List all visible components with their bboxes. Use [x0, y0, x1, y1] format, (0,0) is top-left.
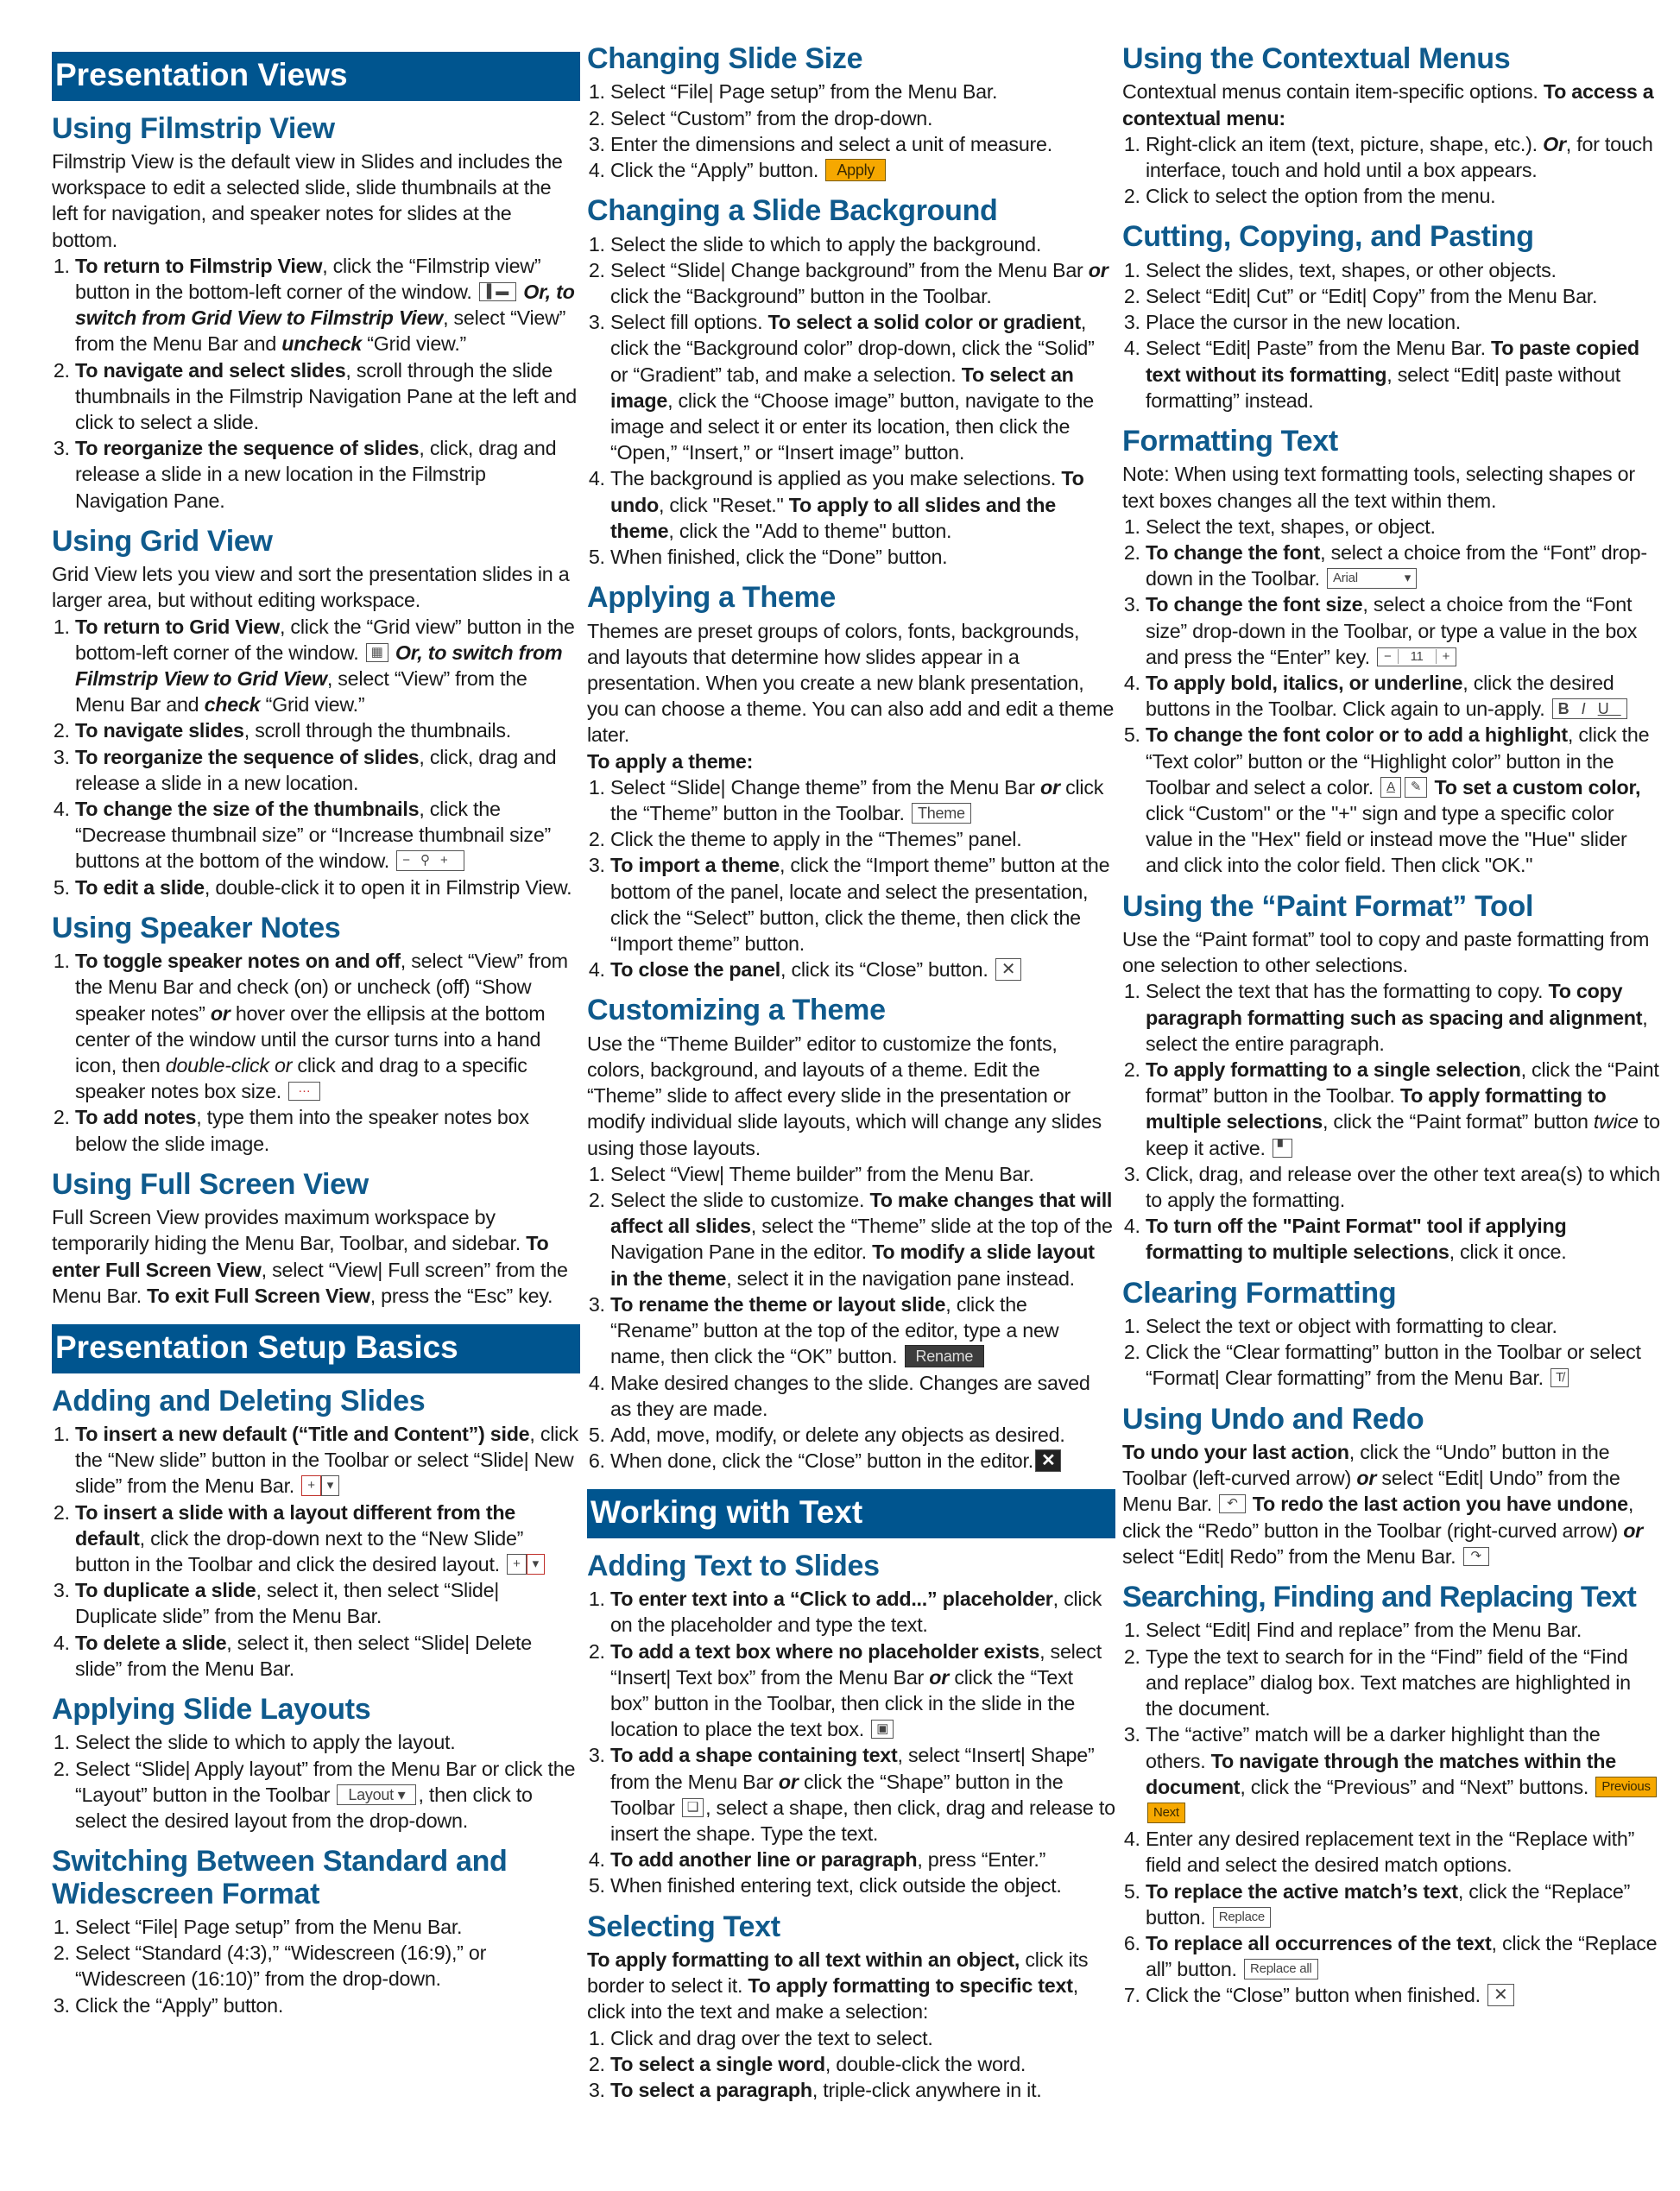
list-item: 1. Select “Slide| Change theme” from the Menu Bar or click the “Theme” button in the Toolbar. Theme: [610, 774, 1115, 826]
list-item: 3. The “active” match will be a darker highlight than the others. To navigate through the matches within the document, click the “Previous” and “Next” buttons. PreviousNext: [1146, 1721, 1663, 1826]
new-slide-dropdown-icon[interactable]: ▾: [527, 1554, 545, 1575]
heading-slide-layouts: Applying Slide Layouts: [52, 1693, 371, 1726]
notes-resize-handle-icon[interactable]: ···: [288, 1082, 319, 1101]
list-item: 4. To close the panel, click its “Close” button. ✕: [610, 957, 1115, 982]
list-item: 3. To rename the theme or layout slide, click the “Rename” button at the top of the editor, type a new name, then click the “OK” button. Rename: [610, 1291, 1115, 1370]
list-item: 4. The background is applied as you make selections. To undo, click "Reset." To apply to all slides and the theme, click the "Add to theme" button.: [610, 465, 1115, 544]
list-item: 4. Enter any desired replacement text in the “Replace with” field and select the desired match options.: [1146, 1826, 1663, 1878]
font-size-stepper[interactable]: [1377, 647, 1456, 666]
heading-standard-widescreen: Switching Between Standard and Widescreen Format: [52, 1845, 508, 1910]
list-item: 3. To duplicate a slide, select it, then select “Slide| Duplicate slide” from the Menu Bar.: [75, 1577, 580, 1629]
list-item: 1. Select the slide to which to apply the background.: [610, 231, 1115, 257]
heading-adding-deleting-slides: Adding and Deleting Slides: [52, 1384, 426, 1418]
list-item: 2. To insert a slide with a layout different from the default, click the drop-down next to the “New Slide” button in the Toolbar and click the desired layout. + ▾: [75, 1500, 580, 1578]
list-item: 1. Right-click an item (text, picture, shape, etc.). Or, for touch interface, touch and hold until a box appears.: [1146, 131, 1663, 183]
theme-intro: Themes are preset groups of colors, fonts, backgrounds, and layouts that determine how slides appear in a presentation. When you create a new blank presentation, you can choose a theme. You can also add and edit a theme later.: [587, 619, 1115, 747]
section-banner-working-with-text: Working with Text: [587, 1489, 1115, 1538]
background-steps: [587, 231, 1115, 571]
list-item: 4. To add another line or paragraph, press “Enter.”: [610, 1847, 1115, 1872]
custom-steps: [587, 1161, 1115, 1474]
list-item: 2. Select “Slide| Change background” from the Menu Bar or click the “Background” button in the Toolbar.: [610, 257, 1115, 309]
list-item: 5. Add, move, modify, or delete any objects as desired.: [610, 1422, 1115, 1448]
thumbnail-zoom-control[interactable]: [396, 850, 464, 871]
list-item: 2. To change the font, select a choice from the “Font” drop-down in the Toolbar. Arial ▾: [1146, 540, 1663, 591]
column-2: [587, 43, 1115, 2103]
context-intro: Contextual menus contain item-specific options. To access a contextual menu:: [1122, 80, 1654, 129]
heading-undo-redo: Using Undo and Redo: [1122, 1402, 1424, 1436]
list-item: 2. Select “Standard (4:3),” “Widescreen (16:9),” or “Widescreen (16:10)” from the drop-down.: [75, 1940, 580, 1992]
cut-steps: [1122, 257, 1663, 414]
heading-adding-text: Adding Text to Slides: [587, 1549, 880, 1582]
list-item: 4. To change the size of the thumbnails, click the “Decrease thumbnail size” or “Increase thumbnail size” buttons at the bottom of the window. −⚲+: [75, 796, 580, 875]
list-item: 2. To navigate and select slides, scroll through the slide thumbnails in the Filmstrip Navigation Pane at the left and click to select a slide.: [75, 357, 580, 436]
list-item: 4. To turn off the "Paint Format" tool if applying formatting to multiple selections, click it once.: [1146, 1213, 1663, 1265]
layout-button[interactable]: Layout ▾: [337, 1784, 416, 1805]
theme-steps: [587, 774, 1115, 983]
filmstrip-intro: Filmstrip View is the default view in Slides and includes the workspace to edit a selected slide, slide thumbnails at the left for navigation, and speaker notes for slides at the bottom.: [52, 149, 563, 251]
new-slide-plus-icon[interactable]: +: [507, 1554, 527, 1575]
list-item: 3. To reorganize the sequence of slides, click, drag and release a slide in a new location.: [75, 744, 580, 796]
column-3: [1122, 43, 1663, 2009]
heading-customizing-theme: Customizing a Theme: [587, 994, 886, 1027]
bold-icon[interactable]: B: [1557, 700, 1582, 718]
chevron-down-icon: ▾: [1404, 571, 1412, 586]
list-item: 1. Select the text or object with formatting to clear.: [1146, 1313, 1663, 1339]
next-button[interactable]: Next: [1147, 1803, 1185, 1823]
new-slide-split-button: [507, 1554, 545, 1575]
list-item: 4. Click the “Apply” button. Apply: [610, 157, 1115, 183]
list-item: 1. To return to Filmstrip View, click the “Filmstrip view” button in the bottom-left corner of the window. ▌▬ Or, to switch from Grid View to Filmstrip View, select “View” from the Menu Bar and uncheck “Grid view.”: [75, 253, 580, 357]
list-item: 2. Select “Edit| Cut” or “Edit| Copy” from the Menu Bar.: [1146, 283, 1663, 309]
decrease-icon[interactable]: −: [1378, 649, 1399, 664]
list-item: 3. Click the “Apply” button.: [75, 1992, 580, 2018]
list-item: 2. Select “Custom” from the drop-down.: [610, 105, 1115, 131]
search-steps: [1122, 1617, 1663, 2008]
rename-button[interactable]: Rename: [905, 1345, 985, 1367]
list-item: 4. Make desired changes to the slide. Changes are saved as they are made.: [610, 1370, 1115, 1422]
list-item: 1. To insert a new default (“Title and Content”) side, click the “New slide” button in the Toolbar or select “Slide| New slide” from the Menu Bar. + ▾: [75, 1421, 580, 1500]
list-item: 3. To select a paragraph, triple-click anywhere in it.: [610, 2077, 1115, 2103]
addtext-steps: [587, 1586, 1115, 1898]
list-item: 5. To edit a slide, double-click it to open it in Filmstrip View.: [75, 875, 580, 900]
layouts-steps: [52, 1729, 580, 1834]
redo-icon[interactable]: ↷: [1463, 1547, 1489, 1566]
magnifier-icon: ⚲: [420, 853, 440, 868]
list-item: 3. Place the cursor in the new location.: [1146, 309, 1663, 335]
heading-clearing-formatting: Clearing Formatting: [1122, 1276, 1397, 1310]
filmstrip-view-icon[interactable]: ▌▬: [479, 282, 516, 301]
list-item: 3. Click, drag, and release over the other text area(s) to which to apply the formatting.: [1146, 1161, 1663, 1213]
previous-button[interactable]: Previous: [1595, 1777, 1656, 1797]
list-item: 1. Select “Edit| Find and replace” from the Menu Bar.: [1146, 1617, 1663, 1643]
list-item: 2. Click to select the option from the menu.: [1146, 183, 1663, 209]
list-item: 1. Select the slide to which to apply the layout.: [75, 1729, 580, 1755]
replace-button[interactable]: Replace: [1213, 1907, 1271, 1928]
list-item: 6. To replace all occurrences of the text, click the “Replace all” button. Replace all: [1146, 1930, 1663, 1982]
text-box-icon[interactable]: ▣: [871, 1720, 894, 1739]
font-size-value[interactable]: 11: [1410, 648, 1424, 664]
heading-full-screen-view: Using Full Screen View: [52, 1167, 369, 1201]
list-item: 2. Click the theme to apply in the “Themes” panel.: [610, 826, 1115, 852]
new-slide-split-button: [301, 1475, 339, 1496]
select-intro: To apply formatting to all text within an object, click its border to select it. To apply formatting to specific text, click into the text and make a selection:: [587, 1948, 1089, 2024]
replace-all-button[interactable]: Replace all: [1244, 1959, 1317, 1979]
font-dropdown[interactable]: Arial ▾: [1327, 568, 1417, 589]
heading-paint-format: Using the “Paint Format” Tool: [1122, 889, 1534, 923]
list-item: 2. To navigate slides, scroll through the thumbnails.: [75, 717, 580, 743]
list-item: 5. When finished, click the “Done” button.: [610, 544, 1115, 570]
fullscreen-text: Full Screen View provides maximum workspace by temporarily hiding the Menu Bar, Toolbar, and sidebar. To enter Full Screen View, select “View| Full screen” from the Menu Bar. To exit Full Screen View, press the “Esc” key.: [52, 1206, 568, 1307]
column-1: [52, 41, 580, 2018]
paint-steps: [1122, 978, 1663, 1265]
list-item: 2. Select “Slide| Apply layout” from the Menu Bar or click the “Layout” button in the Toolbar Layout ▾ , then click to select the desired layout from the drop-down.: [75, 1756, 580, 1834]
list-item: 4. Select “Edit| Paste” from the Menu Bar. To paste copied text without its formatting, select “Edit| paste without formatting” instead.: [1146, 335, 1663, 414]
close-icon[interactable]: ✕: [995, 958, 1022, 981]
format-steps: [1122, 514, 1663, 879]
list-item: 3. Select fill options. To select a solid color or gradient, click the “Background color” drop-down, click the “Solid” or “Gradient” tab, and make a selection. To select an image, click the “Choose image” button, navigate to the image and select it or enter its location, then click the “Open,” “Insert,” or “Insert image” button.: [610, 309, 1115, 465]
bold-italic-underline-group: [1552, 698, 1627, 719]
list-item: 5. To replace the active match’s text, click the “Replace” button. Replace: [1146, 1878, 1663, 1930]
section-banner-setup-basics: Presentation Setup Basics: [52, 1324, 580, 1373]
highlight-color-icon[interactable]: ✎: [1405, 777, 1427, 798]
apply-button[interactable]: Apply: [825, 159, 886, 181]
heading-slide-size: Changing Slide Size: [587, 42, 863, 75]
list-item: 1. Select “File| Page setup” from the Menu Bar.: [610, 79, 1115, 104]
speaker-steps: [52, 948, 580, 1157]
list-item: 1. Click and drag over the text to select.: [610, 2025, 1115, 2051]
heading-selecting-text: Selecting Text: [587, 1910, 780, 1943]
clear-steps: [1122, 1313, 1663, 1392]
adding-steps: [52, 1421, 580, 1682]
text-color-icon[interactable]: A: [1380, 777, 1401, 798]
heading-applying-theme: Applying a Theme: [587, 581, 837, 615]
clear-formatting-icon[interactable]: T̸: [1551, 1368, 1569, 1387]
list-item: 3. To import a theme, click the “Import theme” button at the bottom of the panel, locate and select the presentation, click the “Select” button, click the theme, then click the “Import theme” button.: [610, 852, 1115, 957]
list-item: 2. To add a text box where no placeholder exists, select “Insert| Text box” from the Menu Bar or click the “Text box” button in the Toolbar, then click in the slide in the location to place the text box. ▣: [610, 1639, 1115, 1743]
list-item: 1. To toggle speaker notes on and off, select “View” from the Menu Bar and check (on) or uncheck (off) “Show speaker notes” or hover over the ellipsis at the bottom center of the window until the cursor turns into a hand icon, then double-click or click and drag to a specific speaker notes box size. ···: [75, 948, 580, 1104]
list-item: 1. Select “View| Theme builder” from the Menu Bar.: [610, 1161, 1115, 1187]
list-item: 3. To change the font size, select a choice from the “Font size” drop-down in the Toolbar, or type a value in the box and press the “Enter” key. − 11 +: [1146, 591, 1663, 670]
list-item: 1. Select the slides, text, shapes, or other objects.: [1146, 257, 1663, 283]
list-item: 7. Click the “Close” button when finished. ✕: [1146, 1982, 1663, 2008]
heading-speaker-notes: Using Speaker Notes: [52, 911, 341, 944]
zoom-out-icon[interactable]: −: [402, 853, 420, 868]
list-item: 4. To delete a slide, select it, then select “Slide| Delete slide” from the Menu Bar.: [75, 1630, 580, 1682]
list-item: 2. Select the slide to customize. To make changes that will affect all slides, select the “Theme” slide at the top of the Navigation Pane in the editor. To modify a slide layout in the theme, select it in the navigation pane instead.: [610, 1187, 1115, 1291]
list-item: 5. To change the font color or to add a highlight, click the “Text color” button or the “Highlight color” button in the Toolbar and select a color. A ✎ To set a custom color, click “Custom" or the "+" sign and type a specific color value in the "Hex" field or instead move the "Hue" slider and click into the color field. Then click "OK.": [1146, 722, 1663, 878]
undo-text: To undo your last action, click the “Undo” button in the Toolbar (left-curved arrow) or select “Edit| Undo” from the Menu Bar. ↶ To redo the last action you have undone, click the “Redo” button in the Toolbar (right-curved arrow) or select “Edit| Redo” from the Menu Bar. ↷: [1122, 1441, 1644, 1568]
section-banner-presentation-views: Presentation Views: [52, 52, 580, 101]
heading-formatting-text: Formatting Text: [1122, 425, 1338, 458]
list-item: 4. To apply bold, italics, or underline, click the desired buttons in the Toolbar. Click again to un-apply. BIU: [1146, 670, 1663, 722]
close-editor-icon[interactable]: ✕: [1035, 1449, 1062, 1472]
list-item: 5. When finished entering text, click outside the object.: [610, 1872, 1115, 1898]
list-item: 6. When done, click the “Close” button in the editor. ✕: [610, 1448, 1115, 1474]
list-item: 1. Select the text, shapes, or object.: [1146, 514, 1663, 540]
grid-steps: [52, 614, 580, 900]
heading-filmstrip-view: Using Filmstrip View: [52, 111, 335, 145]
paint-format-icon[interactable]: ▘: [1273, 1139, 1292, 1158]
close-icon[interactable]: ✕: [1487, 1984, 1514, 2006]
grid-view-icon[interactable]: ▦: [366, 643, 388, 662]
custom-intro: Use the “Theme Builder” editor to customize the fonts, colors, background, and layouts of a theme. Edit the “Theme” slide to affect every slide in the presentation or modify individual slide layouts, which will change any slides using those layouts.: [587, 1032, 1102, 1159]
context-steps: [1122, 131, 1663, 210]
filmstrip-steps: [52, 253, 580, 514]
list-item: 2. To add notes, type them into the speaker notes box below the slide image.: [75, 1104, 580, 1156]
new-slide-plus-icon[interactable]: +: [301, 1475, 321, 1496]
heading-contextual-menus: Using the Contextual Menus: [1122, 42, 1511, 75]
list-item: 2. Click the “Clear formatting” button in the Toolbar or select “Format| Clear formatting” from the Menu Bar. T̸: [1146, 1339, 1663, 1391]
underline-icon[interactable]: U: [1597, 700, 1621, 718]
new-slide-dropdown-icon[interactable]: ▾: [321, 1475, 339, 1496]
list-item: 3. Enter the dimensions and select a unit of measure.: [610, 131, 1115, 157]
heading-slide-background: Changing a Slide Background: [587, 194, 998, 228]
heading-cut-copy-paste: Cutting, Copying, and Pasting: [1122, 220, 1534, 254]
grid-intro: Grid View lets you view and sort the presentation slides in a larger area, but without editing workspace.: [52, 563, 570, 612]
list-item: 3. To reorganize the sequence of slides, click, drag and release a slide in a new location in the Filmstrip Navigation Pane.: [75, 435, 580, 514]
list-item: 1. Select the text that has the formatting to copy. To copy paragraph formatting such as spacing and alignment, select the entire paragraph.: [1146, 978, 1663, 1057]
zoom-in-icon[interactable]: +: [440, 853, 458, 868]
undo-icon[interactable]: ↶: [1219, 1494, 1245, 1513]
heading-grid-view: Using Grid View: [52, 524, 273, 558]
list-item: 1. Select “File| Page setup” from the Menu Bar.: [75, 1914, 580, 1940]
theme-subheading: To apply a theme:: [587, 749, 754, 773]
paint-intro: Use the “Paint format” tool to copy and paste formatting from one selection to other selections.: [1122, 928, 1650, 977]
theme-button[interactable]: Theme: [912, 803, 971, 824]
list-item: 1. To enter text into a “Click to add...” placeholder, click on the placeholder and type the text.: [610, 1586, 1115, 1638]
size-steps: [587, 79, 1115, 183]
select-steps: [587, 2025, 1115, 2104]
list-item: 3. To add a shape containing text, select “Insert| Shape” from the Menu Bar or click the “Shape” button in the Toolbar ❑ , select a shape, then click, drag and release to insert the shape. Type the text.: [610, 1742, 1115, 1847]
list-item: 2. To select a single word, double-click the word.: [610, 2051, 1115, 2077]
heading-search-replace: Searching, Finding and Replacing Text: [1122, 1581, 1637, 1614]
list-item: 1. To return to Grid View, click the “Grid view” button in the bottom-left corner of the window. ▦ Or, to switch from Filmstrip View to Grid View, select “View” from the Menu Bar and check “Grid view.”: [75, 614, 580, 718]
format-note: Note: When using text formatting tools, selecting shapes or text boxes changes all the text within them.: [1122, 463, 1635, 512]
shape-icon[interactable]: ❑: [682, 1798, 704, 1817]
increase-icon[interactable]: +: [1436, 649, 1456, 664]
list-item: 2. To apply formatting to a single selection, click the “Paint format” button in the Toolbar. To apply formatting to multiple selections, click the “Paint format” button twice to keep it active. ▘: [1146, 1057, 1663, 1161]
italic-icon[interactable]: I: [1581, 700, 1598, 718]
list-item: 2. Type the text to search for in the “Find” field of the “Find and replace” dialog box. Text matches are highlighted in the document.: [1146, 1644, 1663, 1722]
widescreen-steps: [52, 1914, 580, 2018]
